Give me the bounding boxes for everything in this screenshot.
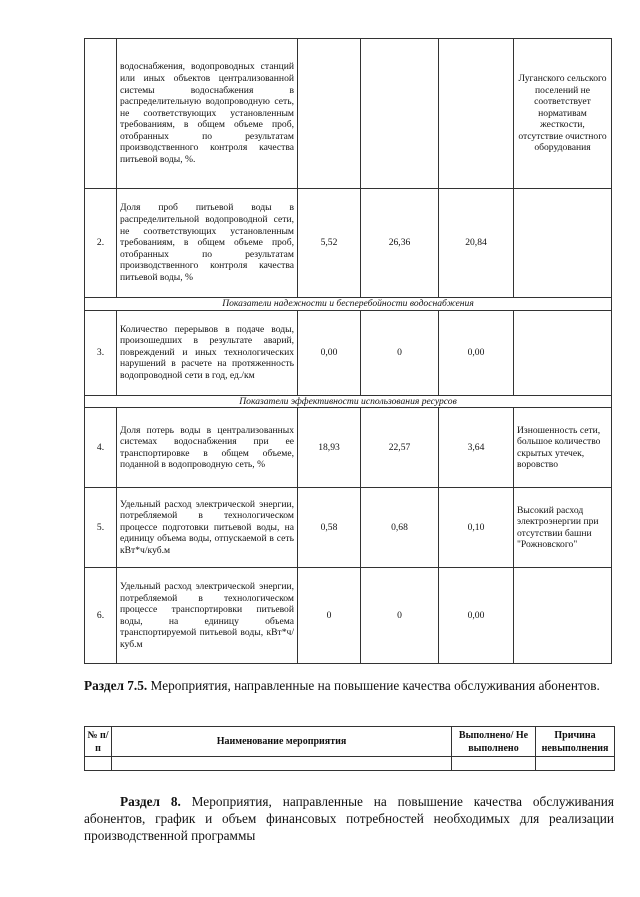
empty-cell bbox=[536, 757, 615, 771]
table-header-row bbox=[85, 727, 615, 757]
section-title-text: Мероприятия, направленные на повышение качества обслуживания абонентов, график и объем финансовых потребностей необходимых для реализации производственной программы bbox=[84, 794, 614, 843]
value-cell: 22,57 bbox=[361, 408, 439, 488]
section-title: Показатели надежности и бесперебойности водоснабжения bbox=[85, 298, 612, 311]
table-row bbox=[85, 757, 615, 771]
value-cell: 0 bbox=[298, 568, 361, 664]
table-row bbox=[85, 189, 612, 298]
value-cell: 26,36 bbox=[361, 189, 439, 298]
table-row bbox=[85, 408, 612, 488]
reason-note: Луганского сельского поселений не соответствует нормативам жесткости, отсутствие очистного оборудования bbox=[514, 39, 612, 189]
reason-note bbox=[514, 310, 612, 395]
col-header-reason: Причина невыполнения bbox=[536, 727, 615, 757]
section-7-5-heading bbox=[84, 677, 614, 694]
section-8-heading bbox=[84, 793, 614, 844]
empty-cell bbox=[85, 757, 112, 771]
value-cell: 0,00 bbox=[439, 568, 514, 664]
value-cell: 0,58 bbox=[298, 488, 361, 568]
table-row bbox=[85, 39, 612, 189]
col-header-status: Выполнено/ Не выполнено bbox=[452, 727, 536, 757]
reason-note: Высокий расход электроэнергии при отсутствии башни "Рожновского" bbox=[514, 488, 612, 568]
indicator-description: водоснабжения, водопроводных станций или иных объектов централизованной системы водоснабжения в распределительную водопроводную сеть, не соответствующих установленным требованиям, в общем объеме проб, отобранных по результатам производственного контроля качества питьевой воды, %. bbox=[117, 39, 298, 189]
section-title: Показатели эффективности использования ресурсов bbox=[85, 395, 612, 408]
empty-cell bbox=[112, 757, 452, 771]
section-number: Раздел 7.5. bbox=[84, 678, 148, 693]
row-number: 3. bbox=[85, 310, 117, 395]
indicator-description: Доля потерь воды в централизованных системах водоснабжения при ее транспортировке в общем объеме, поданной в водопроводную сеть, % bbox=[117, 408, 298, 488]
value-cell: 0,00 bbox=[439, 310, 514, 395]
table-row bbox=[85, 568, 612, 664]
empty-cell bbox=[452, 757, 536, 771]
value-cell: 18,93 bbox=[298, 408, 361, 488]
value-cell bbox=[298, 39, 361, 189]
value-cell: 3,64 bbox=[439, 408, 514, 488]
indicator-description: Удельный расход электрической энергии, потребляемой в технологическом процессе транспортировки питьевой воды, на единицу объема транспортируемой питьевой воды, кВт*ч/куб.м bbox=[117, 568, 298, 664]
value-cell: 20,84 bbox=[439, 189, 514, 298]
section-row bbox=[85, 395, 612, 408]
table-row bbox=[85, 310, 612, 395]
row-number: 4. bbox=[85, 408, 117, 488]
indicator-description: Доля проб питьевой воды в распределительной водопроводной сети, не соответствующих установленным требованиям, в общем объеме проб, отобранных по результатам производственного контроля качества питьевой воды, % bbox=[117, 189, 298, 298]
value-cell bbox=[361, 39, 439, 189]
col-header-number: № п/п bbox=[85, 727, 112, 757]
value-cell: 0,68 bbox=[361, 488, 439, 568]
table-row bbox=[85, 488, 612, 568]
value-cell bbox=[439, 39, 514, 189]
row-number: 6. bbox=[85, 568, 117, 664]
reason-note: Изношенность сети, большое количество скрытых утечек, воровство bbox=[514, 408, 612, 488]
row-number bbox=[85, 39, 117, 189]
value-cell: 0,10 bbox=[439, 488, 514, 568]
value-cell: 5,52 bbox=[298, 189, 361, 298]
reason-note bbox=[514, 568, 612, 664]
measures-table bbox=[84, 726, 615, 771]
section-row bbox=[85, 298, 612, 311]
indicators-table bbox=[84, 38, 612, 664]
value-cell: 0 bbox=[361, 568, 439, 664]
value-cell: 0 bbox=[361, 310, 439, 395]
reason-note bbox=[514, 189, 612, 298]
section-title-text: Мероприятия, направленные на повышение качества обслуживания абонентов. bbox=[147, 678, 600, 693]
indicator-description: Количество перерывов в подаче воды, произошедших в результате аварий, повреждений и иных технологических нарушений в расчете на протяженность водопроводной сети в год, ед./км bbox=[117, 310, 298, 395]
row-number: 2. bbox=[85, 189, 117, 298]
indicator-description: Удельный расход электрической энергии, потребляемой в технологическом процессе подготовки питьевой воды, на единицу объема воды, отпускаемой в сеть кВт*ч/куб.м bbox=[117, 488, 298, 568]
value-cell: 0,00 bbox=[298, 310, 361, 395]
row-number: 5. bbox=[85, 488, 117, 568]
section-number: Раздел 8. bbox=[120, 794, 181, 809]
col-header-name: Наименование мероприятия bbox=[112, 727, 452, 757]
